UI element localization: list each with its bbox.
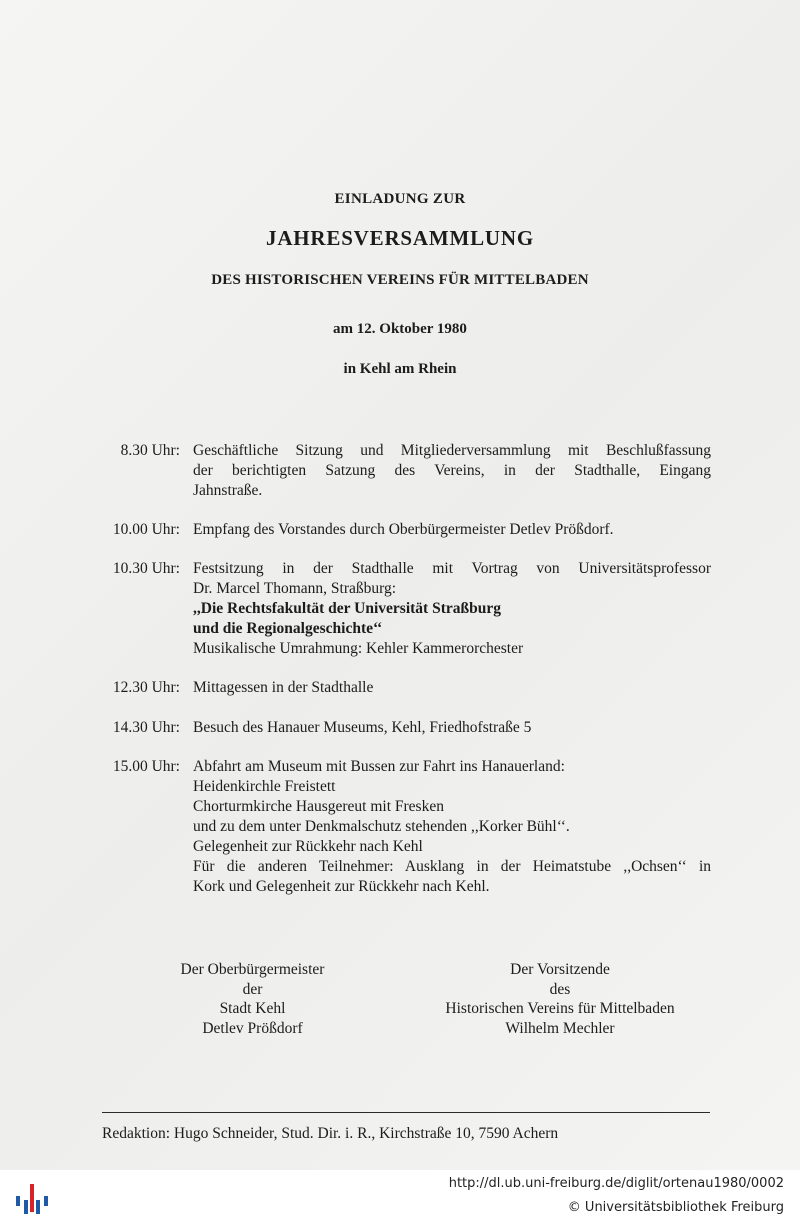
agenda-line: Jahnstraße. [193, 482, 263, 499]
signature-line: Der Oberbürgermeister [180, 961, 325, 978]
editorial-note: Redaktion: Hugo Schneider, Stud. Dir. i. R., Kirchstraße 10, 7590 Achern [102, 1125, 559, 1142]
viewer-footer [0, 1170, 800, 1226]
agenda-description [193, 678, 711, 698]
source-url-link[interactable]: http://dl.ub.uni-freiburg.de/diglit/ortenau1980/0002 [448, 1176, 784, 1191]
agenda-line: Mittagessen in der Stadthalle [193, 679, 374, 696]
agenda-line: Musikalische Umrahmung: Kehler Kammerorchester [193, 640, 524, 657]
agenda-time: 12.30 Uhr: [112, 679, 180, 696]
agenda-time: 10.00 Uhr: [112, 521, 180, 538]
agenda-time: 8.30 Uhr: [120, 442, 180, 459]
agenda-line: und zu dem unter Denkmalschutz stehenden ,,Korker Bühl‘‘. [193, 818, 570, 835]
agenda-description [193, 520, 711, 540]
agenda-description [193, 559, 711, 659]
agenda-line: Geschäftliche Sitzung und Mitgliederversammlung mit Beschlußfassung [193, 442, 711, 459]
ub-freiburg-logo-icon[interactable] [12, 1178, 52, 1218]
lecture-title: und die Regionalgeschichte‘‘ [193, 620, 383, 637]
agenda-description [193, 757, 711, 897]
agenda-line: Abfahrt am Museum mit Bussen zur Fahrt ins Hanauerland: [193, 758, 565, 775]
agenda-line: Heidenkirchle Freistett [193, 778, 336, 795]
agenda-description [193, 718, 711, 738]
agenda-time: 14.30 Uhr: [112, 719, 180, 736]
agenda-line: Festsitzung in der Stadthalle mit Vortrag von Universitätsprofessor [193, 560, 711, 577]
signature-line: der [242, 980, 263, 998]
invitation-label: EINLADUNG ZUR [334, 191, 466, 207]
agenda-time: 15.00 Uhr: [112, 758, 180, 775]
agenda-line: Dr. Marcel Thomann, Straßburg: [193, 580, 397, 597]
agenda-line: Empfang des Vorstandes durch Oberbürgermeister Detlev Prößdorf. [193, 521, 614, 538]
agenda-line: Besuch des Hanauer Museums, Kehl, Friedhofstraße 5 [193, 719, 532, 736]
signature-mayor [150, 960, 355, 1038]
divider [102, 1112, 710, 1113]
signature-line: Stadt Kehl [219, 1000, 286, 1017]
signature-name: Wilhelm Mechler [505, 1019, 615, 1037]
signature-line: des [549, 980, 571, 998]
document-title: JAHRESVERSAMMLUNG [266, 226, 534, 250]
agenda-line: Chorturmkirche Hausgereut mit Fresken [193, 798, 444, 815]
copyright-notice: © Universitätsbibliothek Freiburg [567, 1200, 784, 1215]
event-date: am 12. Oktober 1980 [333, 321, 467, 337]
agenda-line: Gelegenheit zur Rückkehr nach Kehl [193, 838, 423, 855]
signature-name: Detlev Prößdorf [202, 1019, 303, 1037]
organization-name: DES HISTORISCHEN VEREINS FÜR MITTELBADEN [211, 272, 589, 288]
agenda-time: 10.30 Uhr: [112, 560, 180, 577]
agenda-line: der berichtigten Satzung des Vereins, in der Stadthalle, Eingang [193, 462, 711, 479]
agenda-line: Für die anderen Teilnehmer: Ausklang in der Heimatstube ,,Ochsen‘‘ in [193, 858, 711, 875]
event-place: in Kehl am Rhein [343, 361, 457, 377]
lecture-title: ,,Die Rechtsfakultät der Universität Straßburg [193, 600, 501, 617]
signature-chairman [410, 960, 710, 1038]
agenda-line: Kork und Gelegenheit zur Rückkehr nach Kehl. [193, 878, 490, 895]
signature-line: Historischen Vereins für Mittelbaden [445, 1000, 675, 1017]
signature-line: Der Vorsitzende [510, 961, 610, 978]
agenda-description [193, 441, 711, 501]
